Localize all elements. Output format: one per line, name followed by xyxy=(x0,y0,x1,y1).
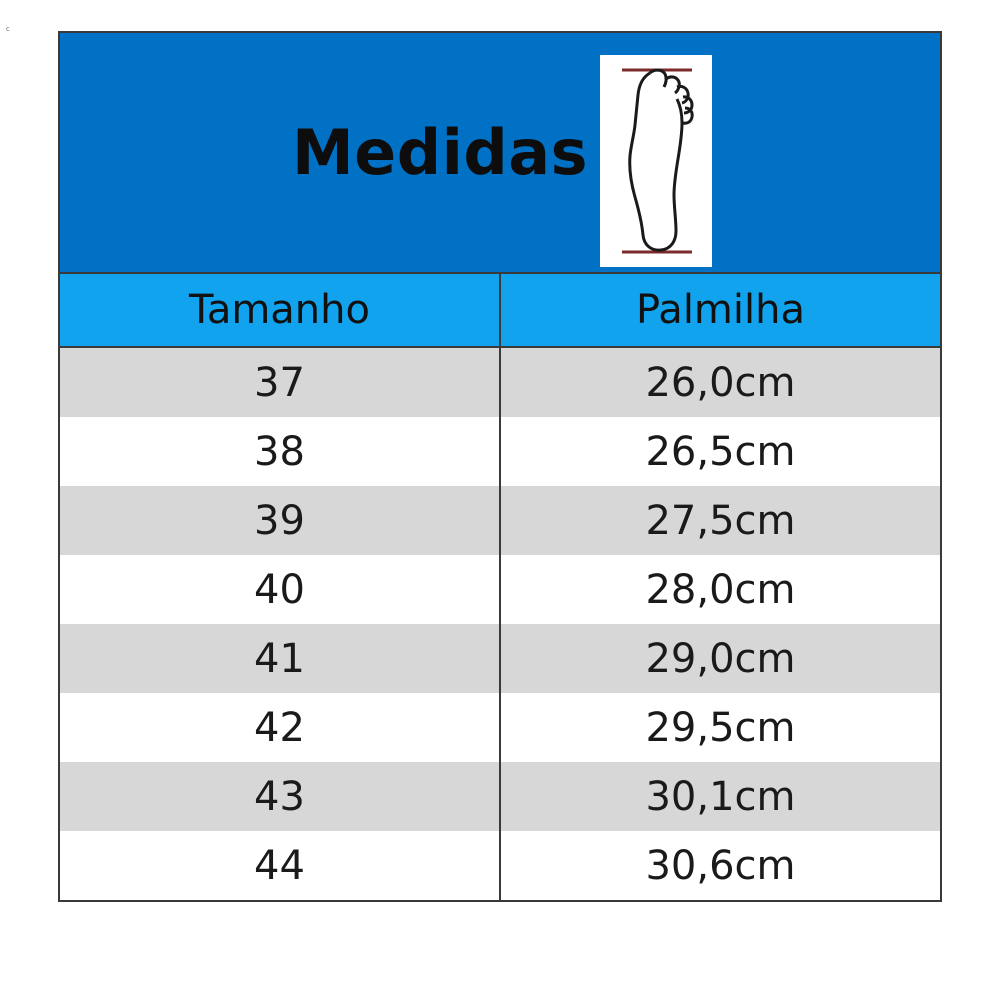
cell-insole: 30,1cm xyxy=(645,773,796,820)
column-header-size: Tamanho xyxy=(189,287,370,333)
cell-size: 41 xyxy=(60,624,501,693)
table-row xyxy=(60,348,940,417)
cell-size: 40 xyxy=(60,555,501,624)
cell-insole: 26,5cm xyxy=(645,428,796,475)
cell-insole: 27,5cm xyxy=(645,497,796,544)
table-body xyxy=(60,348,940,900)
table-row xyxy=(60,555,940,624)
table-row xyxy=(60,486,940,555)
cell-insole: 29,5cm xyxy=(645,704,796,751)
cell-size: 44 xyxy=(60,831,501,900)
cell-insole: 28,0cm xyxy=(645,566,796,613)
stray-artifact-text: c xyxy=(6,25,10,33)
cell-size: 43 xyxy=(60,762,501,831)
cell-insole: 30,6cm xyxy=(645,842,796,889)
cell-size: 39 xyxy=(60,486,501,555)
page-title: Medidas xyxy=(291,116,588,189)
cell-size: 38 xyxy=(60,417,501,486)
table-row xyxy=(60,831,940,900)
cell-insole: 26,0cm xyxy=(645,359,796,406)
cell-insole: 29,0cm xyxy=(645,635,796,682)
size-chart-table xyxy=(58,31,942,902)
cell-size: 42 xyxy=(60,693,501,762)
cell-size: 37 xyxy=(60,348,501,417)
table-row xyxy=(60,693,940,762)
chart-header xyxy=(60,33,940,272)
column-header-insole: Palmilha xyxy=(499,274,940,346)
table-row xyxy=(60,417,940,486)
table-row xyxy=(60,762,940,831)
table-row xyxy=(60,624,940,693)
table-column-headers xyxy=(60,272,940,348)
footprint-icon xyxy=(600,55,712,267)
